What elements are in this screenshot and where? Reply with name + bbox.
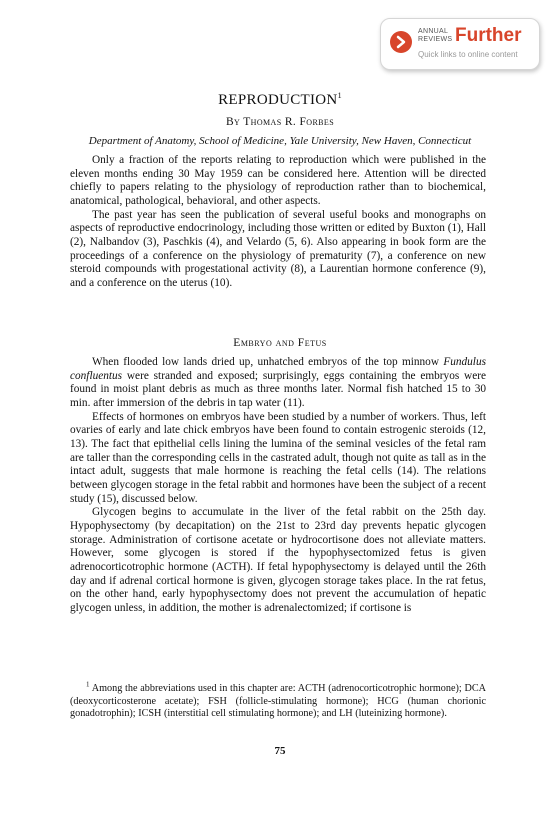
embryo-paragraph-3: Glycogen begins to accumulate in the liver of the fetal rabbit on the 25th day. Hypophysectomy (by decapitation) on the 21st to 23rd day prevents hepatic glycogen storage. Administration of cortisone acetate or hydrocortisone does not alleviate matters. However, some glycogen is stored if the hypophysectomized fetus is given adrenocorticotrophic hormone (ACTH). If fetal hypophysectomy is delayed until the 26th day and if adrenal cortical hormone is given, glycogen storage takes place. In the rat fetus, on the other hand, early hypophysectomy does not prevent the accumulation of hepatic glycogen unless, in addition, the mother is adrenalectomized; if cortisone is	[70, 506, 486, 614]
badge-tagline: Quick links to online content	[418, 50, 518, 59]
further-label: Further	[455, 25, 522, 46]
section-heading-embryo-fetus: Embryo and Fetus	[233, 337, 327, 349]
page-number: 75	[274, 745, 286, 757]
affiliation: Department of Anatomy, School of Medicine, Yale University, New Haven, Connecticut	[88, 135, 472, 147]
article-title: REPRODUCTION$^1$	[218, 91, 342, 108]
embryo-paragraph-2: Effects of hormones on embryos have been studied by a number of workers. Thus, left ovaries of early and late chick embryos have been found to contain estrogenic steroids (12, 13). The fact that epithelial cells lining the lumina of the seminal vesicles of the fetal ram are taller than the corresponding cells in the castrated adult, though not quite as tall as in the intact adult, suggests that male hormone is reaching the fetal cells (14). The relations between glycogen storage in the fetal rabbit and hormones have been the subject of a recent study (15), discussed below.	[70, 410, 486, 505]
arrow-circle-icon	[390, 31, 412, 53]
title-footnote-mark: 1	[337, 91, 342, 100]
footnote-text: Among the abbreviations used in this chapter are: ACTH (adrenocorticotrophic hormone); DCA (deoxycorticosterone acetate); FSH (follicle-stimulating hormone); HCG (human chorionic gonadotrophin); ICSH (interstitial cell stimulating hormone); and LH (luteinizing hormone).	[70, 683, 486, 719]
author-line: By Thomas R. Forbes	[225, 116, 335, 128]
embryo-section-text	[70, 356, 486, 615]
embryo-paragraph-1: When flooded low lands dried up, unhatched embryos of the top minnow Fundulus confluentus were stranded and exposed; surprisingly, eggs containing the embryos were found in moist plant debris as much as three months later. Normal fish hatched 15 to 30 min. after immersion of the debris in tap water (11).	[70, 356, 486, 409]
footnote-mark: 1	[86, 680, 90, 689]
annual-reviews-brand: ANNUAL REVIEWS	[418, 28, 453, 43]
species-name: Fundulus confluentus	[70, 356, 486, 382]
footnote	[70, 680, 486, 721]
intro-paragraph-1: Only a fraction of the reports relating to reproduction which were published in the eleven months ending 30 May 1959 can be considered here. Attention will be directed chiefly to papers relating to the physiology of reproduction rather than to biochemical, anatomical, pathological, behavioral, and other aspects.	[70, 154, 486, 207]
intro-text	[70, 154, 486, 291]
further-links-badge[interactable]	[380, 18, 540, 70]
intro-paragraph-2: The past year has seen the publication of several useful books and monographs on aspects of reproductive endocrinology, including those written or edited by Buxton (1), Hall (2), Nalbandov (3), Paschkis (4), and Velardo (5, 6). Also appearing in book form are the proceedings of a conference on the physiology of prematurity (7), a conference on new steroid compounds with progestational activity (8), a Laurentian hormone conference (9), and a conference on the uterus (10).	[70, 208, 486, 289]
